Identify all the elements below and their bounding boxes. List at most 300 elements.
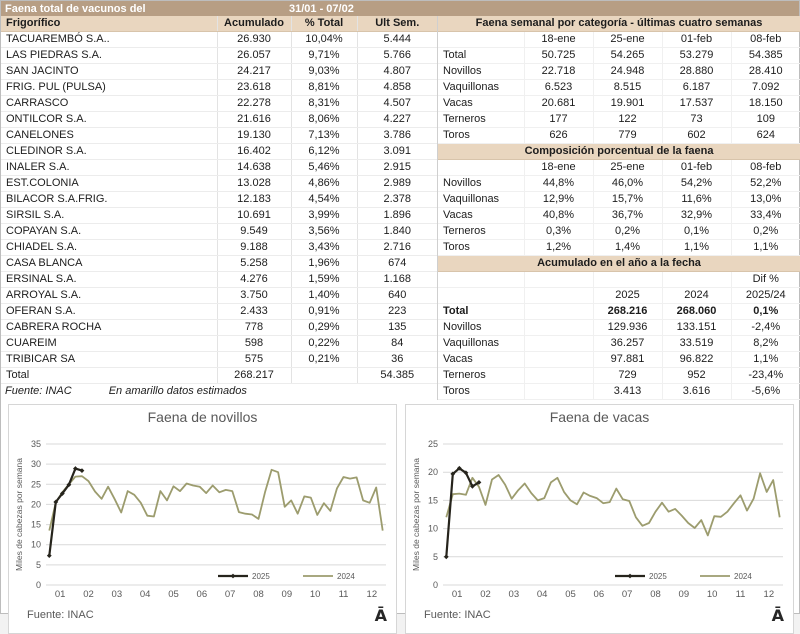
cell: 3,43%	[291, 240, 357, 256]
cell: 5,46%	[291, 160, 357, 176]
composition-row	[438, 224, 800, 240]
x-tick-label: 11	[735, 589, 745, 600]
ytd-row	[438, 304, 800, 320]
brand-logo: Ā	[374, 606, 387, 625]
cell: 5.258	[217, 256, 291, 272]
cell: 28.880	[662, 64, 731, 80]
frigorifico-row	[1, 288, 437, 304]
cell: 15,7%	[593, 192, 662, 208]
category-tables	[438, 16, 800, 400]
cell: 2024	[662, 288, 731, 304]
cell: 3.091	[357, 144, 437, 160]
cell: 2.989	[357, 176, 437, 192]
composition-row	[438, 176, 800, 192]
cell: Terneros	[438, 368, 524, 384]
x-tick-label: 02	[479, 589, 491, 600]
cell: 8,2%	[731, 336, 800, 352]
column-header: Acumulado	[217, 16, 291, 32]
frigorifico-row	[1, 128, 437, 144]
frigorifico-row	[1, 80, 437, 96]
cell: 0,22%	[291, 336, 357, 352]
cell: 778	[217, 320, 291, 336]
cell: 8,81%	[291, 80, 357, 96]
cell: INALER S.A.	[1, 160, 217, 176]
weekly-row	[438, 128, 800, 144]
cell: CARRASCO	[1, 96, 217, 112]
cell: Vacas	[438, 352, 524, 368]
cell: 674	[357, 256, 437, 272]
cell: 44,8%	[524, 176, 593, 192]
cell: 7.092	[731, 80, 800, 96]
cell: Total	[438, 304, 524, 320]
cell: 16.402	[217, 144, 291, 160]
cell: 54.265	[593, 48, 662, 64]
frigorifico-row	[1, 272, 437, 288]
x-tick-label: 03	[111, 589, 122, 600]
cell	[438, 272, 524, 288]
cell	[438, 288, 524, 304]
legend-label: 2024	[733, 572, 752, 581]
cell: ARROYAL S.A.	[1, 288, 217, 304]
cell: 13,0%	[731, 192, 800, 208]
ytd-row	[438, 336, 800, 352]
y-tick-label: 25	[427, 439, 438, 449]
cell: 18.150	[731, 96, 800, 112]
y-tick-label: 10	[30, 539, 41, 550]
cell: 1,40%	[291, 288, 357, 304]
frigorifico-row	[1, 352, 437, 368]
cell: 6,12%	[291, 144, 357, 160]
cell: 5.444	[357, 32, 437, 48]
cell: 8.515	[593, 80, 662, 96]
cell: 4.858	[357, 80, 437, 96]
cell: Dif %	[731, 272, 800, 288]
cell: 26.057	[217, 48, 291, 64]
novillos-chart-source: Fuente: INAC	[27, 609, 94, 621]
vacas-chart	[409, 429, 791, 603]
cell: 3.616	[662, 384, 731, 400]
y-tick-label: 20	[30, 499, 41, 510]
cell: 8,06%	[291, 112, 357, 128]
cell: Total	[438, 48, 524, 64]
cell: 4,54%	[291, 192, 357, 208]
composition-row	[438, 240, 800, 256]
composition-row	[438, 192, 800, 208]
cell: 1,96%	[291, 256, 357, 272]
cell: 33,4%	[731, 208, 800, 224]
x-tick-label: 08	[649, 589, 661, 600]
cell: FRIG. PUL (PULSA)	[1, 80, 217, 96]
series-2024	[49, 470, 382, 531]
cell: 4.227	[357, 112, 437, 128]
cell: 4.507	[357, 96, 437, 112]
dif-label-row	[438, 272, 800, 288]
date-header-row	[438, 32, 800, 48]
cell: 08-feb	[731, 160, 800, 176]
cell: 36,7%	[593, 208, 662, 224]
cell: 10,04%	[291, 32, 357, 48]
cell: 5.766	[357, 48, 437, 64]
cell: 22.278	[217, 96, 291, 112]
cell: -2,4%	[731, 320, 800, 336]
cell: 3,56%	[291, 224, 357, 240]
cell: 18-ene	[524, 160, 593, 176]
cell: 53.279	[662, 48, 731, 64]
date-header-row	[438, 160, 800, 176]
x-tick-label: 02	[82, 589, 94, 600]
marker	[79, 468, 84, 473]
section-header	[438, 144, 800, 160]
cell: 50.725	[524, 48, 593, 64]
legend-marker	[230, 574, 235, 579]
cell: 8,31%	[291, 96, 357, 112]
cell	[438, 32, 524, 48]
cell: 0,3%	[524, 224, 593, 240]
novillos-chart-panel	[8, 404, 397, 634]
cell: 26.930	[217, 32, 291, 48]
cell: Terneros	[438, 224, 524, 240]
cell: -23,4%	[731, 368, 800, 384]
frigorifico-row	[1, 144, 437, 160]
y-axis-title: Miles de cabezas por semana	[410, 458, 421, 571]
cell: 575	[217, 352, 291, 368]
cell: 2025/24	[731, 288, 800, 304]
x-tick-label: 03	[508, 589, 519, 600]
series-2024	[446, 473, 779, 535]
weekly-row	[438, 48, 800, 64]
novillos-chart-title: Faena de novillos	[147, 409, 258, 425]
tables-area	[1, 16, 799, 400]
cell: 268.060	[662, 304, 731, 320]
cell: 3.786	[357, 128, 437, 144]
cell: 1.168	[357, 272, 437, 288]
cell: EST.COLONIA	[1, 176, 217, 192]
x-tick-label: 07	[224, 589, 235, 600]
cell: CLEDINOR S.A.	[1, 144, 217, 160]
frigorifico-row	[1, 240, 437, 256]
cell	[524, 304, 593, 320]
cell: Total	[1, 368, 217, 384]
report-period: 31/01 - 07/02	[289, 2, 354, 15]
cell: 626	[524, 128, 593, 144]
cell: 268.217	[217, 368, 291, 384]
plants-table-wrap	[1, 16, 438, 400]
ytd-row	[438, 384, 800, 400]
y-tick-label: 15	[427, 495, 438, 506]
cell: 96.822	[662, 352, 731, 368]
cell	[524, 368, 593, 384]
column-header: % Total	[291, 16, 357, 32]
cell: Vaquillonas	[438, 80, 524, 96]
frigorifico-row	[1, 112, 437, 128]
cell: 19.901	[593, 96, 662, 112]
cell	[662, 272, 731, 288]
cell: 08-feb	[731, 32, 800, 48]
cell: 46,0%	[593, 176, 662, 192]
x-tick-label: 11	[338, 589, 348, 600]
cell: 7,13%	[291, 128, 357, 144]
cell: 2025	[593, 288, 662, 304]
frigorifico-row	[1, 224, 437, 240]
cell: 54,2%	[662, 176, 731, 192]
cell: -5,6%	[731, 384, 800, 400]
frigorifico-row	[1, 160, 437, 176]
cell: 33.519	[662, 336, 731, 352]
vacas-chart-title: Faena de vacas	[549, 409, 650, 425]
x-tick-label: 12	[763, 589, 774, 600]
y-tick-label: 15	[30, 519, 41, 530]
cell: Vaquillonas	[438, 336, 524, 352]
cell: 21.616	[217, 112, 291, 128]
frigorifico-row	[1, 32, 437, 48]
cell: 1,1%	[731, 240, 800, 256]
plants-table	[1, 16, 437, 384]
frigorifico-row	[1, 208, 437, 224]
report-title: Faena total de vacunos del	[5, 2, 146, 15]
brand-logo: Ā	[771, 606, 784, 625]
x-tick-label: 05	[167, 589, 179, 600]
cell	[524, 288, 593, 304]
cell: 2.378	[357, 192, 437, 208]
vacas-chart-panel	[405, 404, 794, 634]
plants-table-header	[1, 16, 437, 32]
cell: 3,99%	[291, 208, 357, 224]
column-header: Frigorífico	[1, 16, 217, 32]
cell: 25-ene	[593, 160, 662, 176]
cell: 6.523	[524, 80, 593, 96]
y-tick-label: 25	[30, 479, 41, 490]
cell	[438, 160, 524, 176]
x-tick-label: 07	[621, 589, 632, 600]
cell: 952	[662, 368, 731, 384]
cell: 109	[731, 112, 800, 128]
cell	[524, 384, 593, 400]
cell: 54.385	[731, 48, 800, 64]
ytd-row	[438, 368, 800, 384]
section-title: Acumulado en el año a la fecha	[438, 256, 800, 272]
frigorifico-row	[1, 64, 437, 80]
cell: 4,86%	[291, 176, 357, 192]
x-tick-label: 09	[281, 589, 292, 600]
cell: 73	[662, 112, 731, 128]
cell: 52,2%	[731, 176, 800, 192]
frigorifico-row	[1, 256, 437, 272]
cell: 97.881	[593, 352, 662, 368]
cell: 36	[357, 352, 437, 368]
y-tick-label: 5	[35, 559, 41, 570]
cell	[524, 272, 593, 288]
cell: 6.187	[662, 80, 731, 96]
ytd-row	[438, 320, 800, 336]
cell: 17.537	[662, 96, 731, 112]
cell: 0,2%	[731, 224, 800, 240]
cell: 9.549	[217, 224, 291, 240]
year-header-row	[438, 288, 800, 304]
frigorifico-row	[1, 320, 437, 336]
cell: LAS PIEDRAS S.A.	[1, 48, 217, 64]
cell: 1,59%	[291, 272, 357, 288]
marker	[443, 554, 448, 559]
legend-label: 2024	[336, 572, 355, 581]
category-panel	[438, 16, 800, 400]
legend-marker	[627, 574, 632, 579]
y-tick-label: 0	[432, 580, 438, 590]
cell: 1,1%	[731, 352, 800, 368]
cell: Vacas	[438, 96, 524, 112]
cell: 0,1%	[731, 304, 800, 320]
weekly-row	[438, 80, 800, 96]
cell: CANELONES	[1, 128, 217, 144]
cell: Toros	[438, 128, 524, 144]
cell: 624	[731, 128, 800, 144]
cell: 25-ene	[593, 32, 662, 48]
cell: 54.385	[357, 368, 437, 384]
legend-label: 2025	[648, 572, 667, 581]
cell: 12.183	[217, 192, 291, 208]
section-header	[438, 16, 800, 32]
cell: 28.410	[731, 64, 800, 80]
cell: 23.618	[217, 80, 291, 96]
cell: 122	[593, 112, 662, 128]
cell: TACUAREMBÓ S.A..	[1, 32, 217, 48]
cell: 20.681	[524, 96, 593, 112]
cell: 223	[357, 304, 437, 320]
cell: 9,71%	[291, 48, 357, 64]
marker	[46, 553, 51, 558]
cell: 1,4%	[593, 240, 662, 256]
cell: 729	[593, 368, 662, 384]
cell: 84	[357, 336, 437, 352]
cell: 0,21%	[291, 352, 357, 368]
cell	[593, 272, 662, 288]
cell: 32,9%	[662, 208, 731, 224]
cell: 0,91%	[291, 304, 357, 320]
legend-label: 2025	[251, 572, 270, 581]
cell: 4.807	[357, 64, 437, 80]
cell: CUAREIM	[1, 336, 217, 352]
cell: 10.691	[217, 208, 291, 224]
cell: 602	[662, 128, 731, 144]
title-bar	[1, 1, 799, 16]
x-tick-label: 12	[366, 589, 377, 600]
total-row	[1, 368, 437, 384]
cell: BILACOR S.A.FRIG.	[1, 192, 217, 208]
cell: 1,1%	[662, 240, 731, 256]
cell: 11,6%	[662, 192, 731, 208]
cell: 01-feb	[662, 32, 731, 48]
ytd-row	[438, 352, 800, 368]
cell: 3.750	[217, 288, 291, 304]
cell: 36.257	[593, 336, 662, 352]
cell: Toros	[438, 384, 524, 400]
cell: CASA BLANCA	[1, 256, 217, 272]
cell	[524, 336, 593, 352]
cell: 01-feb	[662, 160, 731, 176]
cell: 40,8%	[524, 208, 593, 224]
section-title: Faena semanal por categoría - últimas cuatro semanas	[438, 16, 800, 32]
yellow-data-note: En amarillo datos estimados	[108, 385, 247, 397]
cell: 1.840	[357, 224, 437, 240]
y-tick-label: 35	[30, 439, 41, 449]
cell: 22.718	[524, 64, 593, 80]
weekly-row	[438, 96, 800, 112]
cell: 2.433	[217, 304, 291, 320]
x-tick-label: 04	[536, 589, 547, 600]
charts-area	[1, 400, 799, 634]
y-tick-label: 30	[30, 459, 41, 470]
x-tick-label: 01	[451, 589, 462, 600]
cell: 9.188	[217, 240, 291, 256]
frigorifico-row	[1, 96, 437, 112]
cell: 13.028	[217, 176, 291, 192]
y-tick-label: 5	[432, 551, 438, 562]
footnote	[1, 384, 437, 399]
cell: Novillos	[438, 320, 524, 336]
cell: 24.948	[593, 64, 662, 80]
cell: 9,03%	[291, 64, 357, 80]
cell: 129.936	[593, 320, 662, 336]
vacas-chart-source: Fuente: INAC	[424, 609, 491, 621]
cell: TRIBICAR SA	[1, 352, 217, 368]
cell: 268.216	[593, 304, 662, 320]
frigorifico-row	[1, 48, 437, 64]
source-note: Fuente: INAC	[5, 385, 72, 397]
cell: COPAYAN S.A.	[1, 224, 217, 240]
cell: 135	[357, 320, 437, 336]
cell: 0,1%	[662, 224, 731, 240]
series-2025	[49, 469, 82, 556]
frigorifico-row	[1, 304, 437, 320]
cell: SIRSIL S.A.	[1, 208, 217, 224]
y-axis-title: Miles de cabezas por semana	[13, 458, 24, 571]
cell: 1,2%	[524, 240, 593, 256]
cell	[291, 368, 357, 384]
cell: 4.276	[217, 272, 291, 288]
y-tick-label: 20	[427, 467, 438, 478]
cell: 18-ene	[524, 32, 593, 48]
cell: ONTILCOR S.A.	[1, 112, 217, 128]
x-tick-label: 08	[252, 589, 264, 600]
cell: 3.413	[593, 384, 662, 400]
cell: SAN JACINTO	[1, 64, 217, 80]
x-tick-label: 10	[309, 589, 320, 600]
cell: 779	[593, 128, 662, 144]
cell: 0,2%	[593, 224, 662, 240]
composition-row	[438, 208, 800, 224]
x-tick-label: 10	[706, 589, 717, 600]
x-tick-label: 05	[564, 589, 576, 600]
y-tick-label: 10	[427, 523, 438, 534]
cell: CABRERA ROCHA	[1, 320, 217, 336]
x-tick-label: 09	[678, 589, 689, 600]
cell: 598	[217, 336, 291, 352]
cell: 2.716	[357, 240, 437, 256]
x-tick-label: 04	[139, 589, 150, 600]
cell: 24.217	[217, 64, 291, 80]
frigorifico-row	[1, 192, 437, 208]
cell: 640	[357, 288, 437, 304]
weekly-row	[438, 64, 800, 80]
y-tick-label: 0	[35, 580, 41, 590]
x-tick-label: 06	[196, 589, 207, 600]
cell: Terneros	[438, 112, 524, 128]
cell: ERSINAL S.A.	[1, 272, 217, 288]
cell: 177	[524, 112, 593, 128]
cell: Vaquillonas	[438, 192, 524, 208]
cell: 14.638	[217, 160, 291, 176]
x-tick-label: 01	[54, 589, 65, 600]
cell: 19.130	[217, 128, 291, 144]
